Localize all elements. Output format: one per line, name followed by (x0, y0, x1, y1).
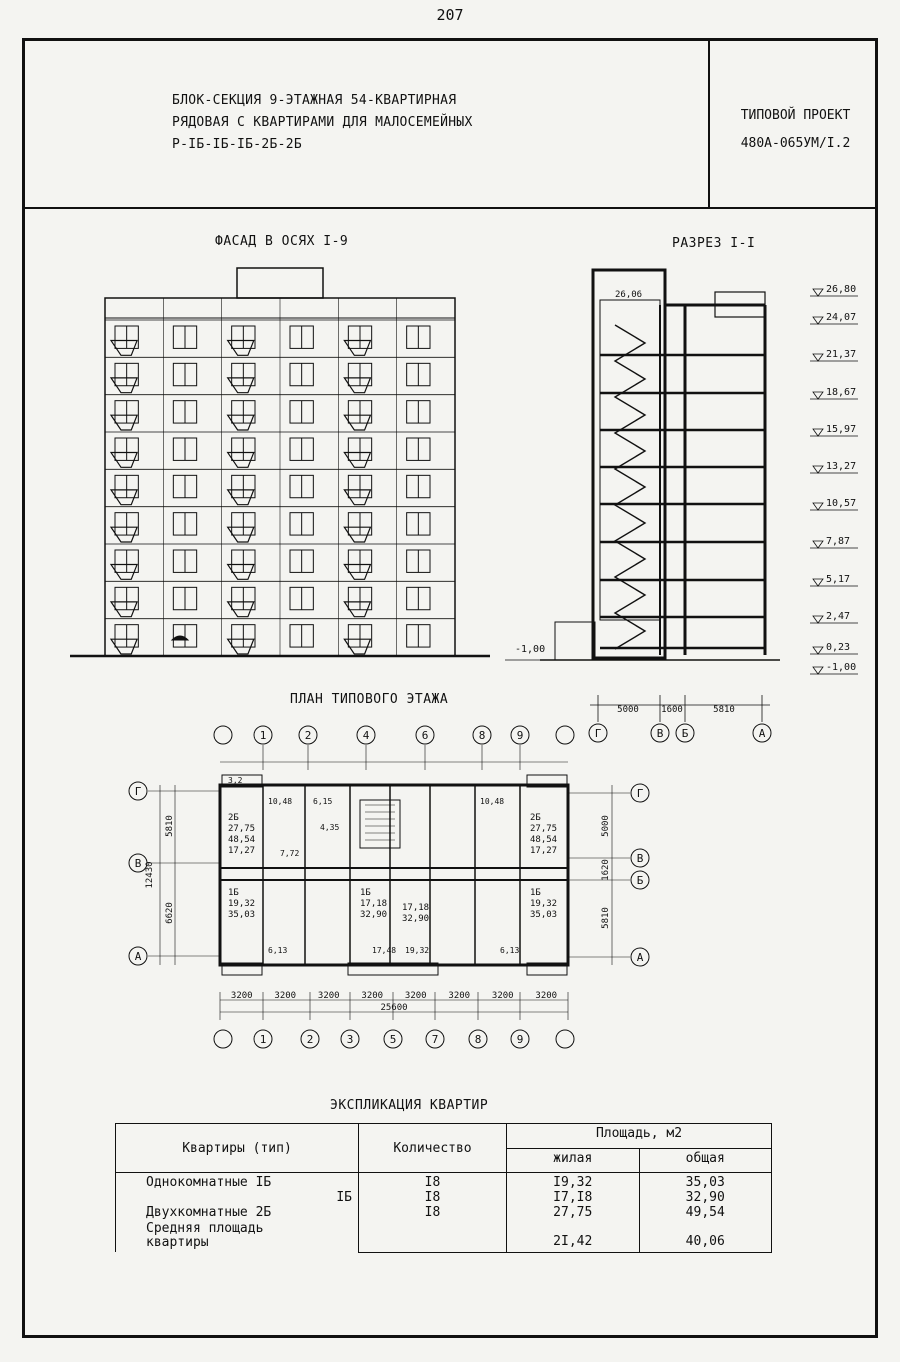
elevation-label: 24,07 (826, 312, 857, 323)
axis-label: А (758, 727, 766, 740)
elevation-marker (813, 667, 823, 674)
dimension-label: 3200 (230, 991, 253, 1001)
axis-label: А (134, 950, 142, 963)
axis-label: 6 (421, 729, 429, 742)
elevation-marker (813, 466, 823, 473)
room-label: 17,27 (530, 846, 558, 856)
axis-bubble (556, 1030, 574, 1048)
facade-title: ФАСАД В ОСЯХ I-9 (215, 234, 349, 249)
roof-penthouse (237, 268, 323, 298)
room-label: 32,90 (402, 914, 430, 924)
explication-title: ЭКСПЛИКАЦИЯ КВАРТИР (330, 1098, 489, 1113)
room-label: 1Б (360, 888, 371, 898)
elevation-label: 18,67 (826, 387, 857, 398)
room-label: 6,13 (268, 946, 288, 955)
dimension-label: 1600 (661, 705, 683, 715)
dimension-label: 3200 (448, 991, 471, 1001)
room-label: 17,18 (402, 903, 430, 913)
axis-label: 4 (362, 729, 370, 742)
elevation-label: -1,00 (515, 644, 546, 655)
plan-title: ПЛАН ТИПОВОГО ЭТАЖА (290, 692, 449, 707)
axis-label: Г (636, 787, 644, 800)
floor-plan-drawing (129, 726, 649, 1048)
room-label: 3,2 (228, 776, 243, 785)
axis-label: 9 (516, 729, 524, 742)
elevation-label: 0,23 (826, 642, 851, 653)
axis-bubble (214, 1030, 232, 1048)
axis-label: Б (636, 874, 644, 887)
dimension-label: 6620 (165, 902, 175, 924)
room-label: 1Б (228, 888, 239, 898)
elevation-marker (813, 541, 823, 548)
room-label: 10,48 (268, 797, 293, 806)
dimension-label: 5810 (713, 705, 735, 715)
room-label: 1Б (530, 888, 541, 898)
dimension-label: 1620 (601, 859, 611, 881)
facade-drawing (70, 268, 490, 656)
stair-flights (615, 325, 645, 649)
room-label: 2Б (228, 813, 239, 823)
elevation-label: 26,80 (826, 284, 857, 295)
axis-label: В (636, 852, 644, 865)
dimension-label: 5000 (601, 815, 611, 837)
elevation-marker (813, 317, 823, 324)
axis-label: В (134, 857, 142, 870)
top-dimension: 26,06 (615, 290, 643, 300)
dimension-label: 3200 (274, 991, 297, 1001)
header-total: общая (639, 1148, 772, 1173)
axis-label: Г (594, 727, 602, 740)
dimension-label: 3200 (404, 991, 427, 1001)
row-type: Однокомнатные IБ IБ Двухкомнатные 2Б Средняя площадь квартиры (116, 1173, 359, 1253)
elevation-marker (813, 429, 823, 436)
title-line-1: БЛОК-СЕКЦИЯ 9-ЭТАЖНАЯ 54-КВАРТИРНАЯ (172, 93, 457, 108)
room-label: 19,32 (405, 946, 430, 955)
axis-label: 7 (431, 1033, 439, 1046)
room-label: 27,75 (228, 824, 256, 834)
entry-canopy (555, 622, 595, 660)
project-code: 480А-065УМ/I.2 (740, 136, 851, 151)
page-number: 207 (436, 6, 464, 24)
room-label: 2Б (530, 813, 541, 823)
axis-label: 1 (259, 729, 267, 742)
dimension-label: 5000 (617, 705, 639, 715)
elevation-marker (813, 616, 823, 623)
header-area: Площадь, м2 (507, 1124, 772, 1149)
dimension-label: 3200 (535, 991, 558, 1001)
room-label: 6,15 (313, 797, 333, 806)
dimension-label: 5810 (165, 815, 175, 837)
elevation-label: 2,47 (826, 611, 851, 622)
stair-core-outline (593, 270, 665, 658)
room-label: 17,27 (228, 846, 256, 856)
elevation-label: -1,00 (826, 662, 857, 673)
dimension-label: 3200 (317, 991, 340, 1001)
room-label: 35,03 (228, 910, 256, 920)
axis-label: Г (134, 785, 142, 798)
room-label: 10,48 (480, 797, 505, 806)
dimension-label: 25600 (380, 1003, 408, 1013)
room-label: 6,13 (500, 946, 520, 955)
elevation-marker (813, 503, 823, 510)
project-label: ТИПОВОЙ ПРОЕКТ (740, 108, 851, 123)
axis-label: А (636, 951, 644, 964)
axis-bubble (214, 726, 232, 744)
section-drawing (505, 270, 858, 742)
elevation-marker (813, 392, 823, 399)
dimension-label: 3200 (361, 991, 384, 1001)
elevation-marker (813, 354, 823, 361)
axis-bubble (556, 726, 574, 744)
dimension-label: 3200 (491, 991, 514, 1001)
axis-label: 8 (478, 729, 486, 742)
axis-label: 1 (259, 1033, 267, 1046)
elevation-label: 13,27 (826, 461, 857, 472)
room-label: 48,54 (530, 835, 558, 845)
room-label: 32,90 (360, 910, 388, 920)
elevation-marker (813, 579, 823, 586)
elevation-marker (813, 289, 823, 296)
axis-label: 2 (304, 729, 312, 742)
room-label: 7,72 (280, 849, 300, 858)
elevation-label: 5,17 (826, 574, 851, 585)
elevation-label: 15,97 (826, 424, 857, 435)
dimension-label: 12430 (145, 861, 155, 889)
explication-table (115, 1123, 772, 1253)
header-type: Квартиры (тип) (116, 1124, 359, 1173)
room-label: 19,32 (228, 899, 256, 909)
row-living: I9,32 I7,I8 27,75 2I,42 (507, 1173, 640, 1253)
axis-label: Б (681, 727, 689, 740)
row-total: 35,03 32,90 49,54 40,06 (639, 1173, 772, 1253)
room-label: 27,75 (530, 824, 558, 834)
section-title: РАЗРЕЗ I-I (672, 236, 756, 251)
row-count: I8 I8 I8 (359, 1173, 507, 1253)
stair (360, 800, 400, 848)
axis-label: В (656, 727, 664, 740)
axis-label: 3 (346, 1033, 354, 1046)
header-living: жилая (507, 1148, 640, 1173)
axis-label: 8 (474, 1033, 482, 1046)
dimension-label: 5810 (601, 907, 611, 929)
room-label: 35,03 (530, 910, 558, 920)
header-count: Количество (359, 1124, 507, 1173)
room-label: 17,18 (360, 899, 388, 909)
axis-label: 5 (389, 1033, 397, 1046)
elevation-label: 10,57 (826, 498, 857, 509)
axis-label: 9 (516, 1033, 524, 1046)
entrance (172, 636, 188, 640)
room-label: 17,48 (372, 946, 397, 955)
elevation-marker (813, 647, 823, 654)
axis-label: 2 (306, 1033, 314, 1046)
elevation-label: 7,87 (826, 536, 851, 547)
title-line-3: Р-IБ-IБ-IБ-2Б-2Б (172, 137, 303, 152)
elevation-label: 21,37 (826, 349, 857, 360)
title-line-2: РЯДОВАЯ С КВАРТИРАМИ ДЛЯ МАЛОСЕМЕЙНЫХ (172, 115, 473, 130)
room-label: 4,35 (320, 823, 340, 832)
room-label: 19,32 (530, 899, 558, 909)
room-label: 48,54 (228, 835, 256, 845)
